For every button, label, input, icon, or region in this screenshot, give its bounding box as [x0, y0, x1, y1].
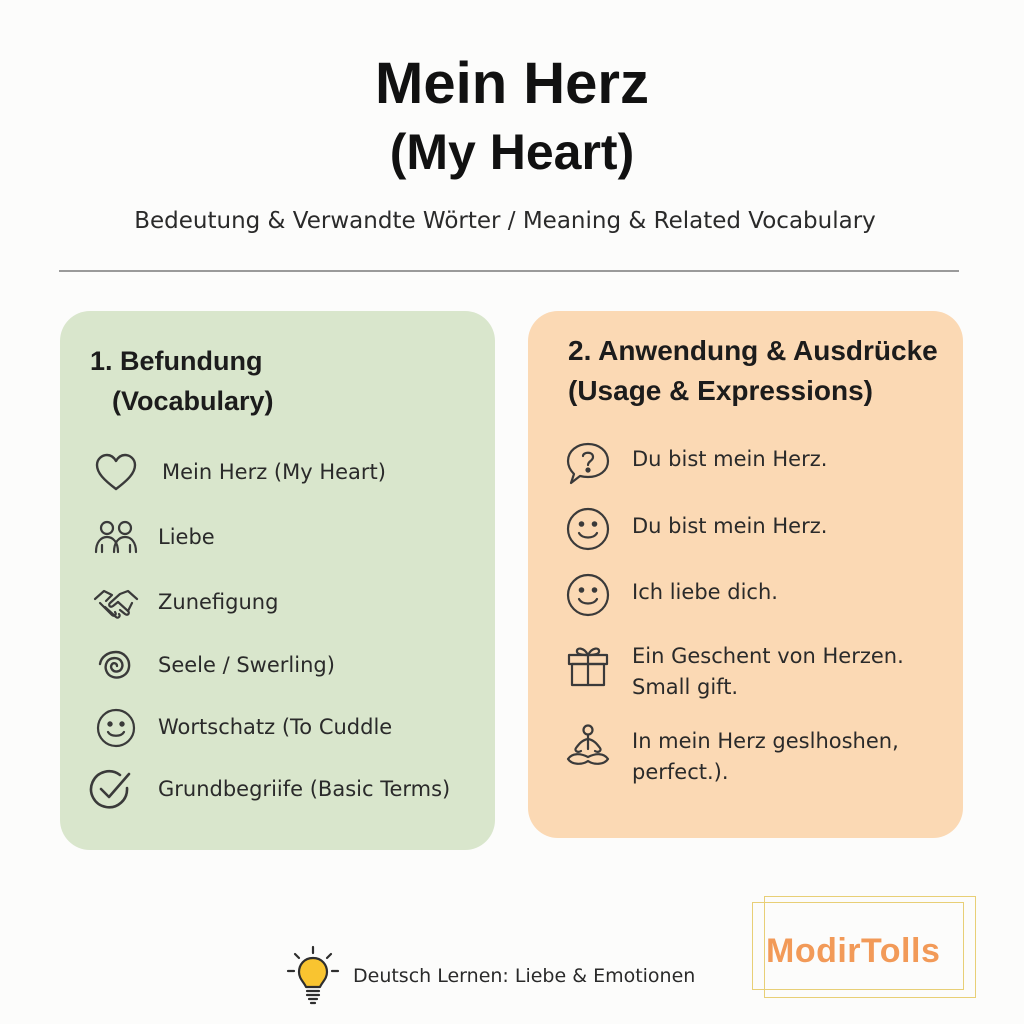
watermark — [752, 896, 975, 998]
usage-item — [564, 505, 827, 553]
spiral-icon — [92, 642, 140, 690]
vocab-item-label: Mein Herz (My Heart) — [162, 460, 386, 484]
page-title: Mein Herz — [375, 51, 649, 116]
usage-item-label-line1: Ein Geschent von Herzen. — [632, 644, 904, 668]
smiley-icon — [564, 571, 612, 619]
vocab-item-label: Grundbegriife (Basic Terms) — [158, 777, 451, 801]
question-bubble-icon — [564, 439, 612, 487]
smiley-icon — [92, 704, 140, 752]
usage-item-label: Du bist mein Herz. — [632, 514, 828, 538]
usage-item — [564, 571, 778, 619]
header-divider — [59, 270, 959, 272]
vocabulary-card — [60, 311, 495, 850]
smiley-icon — [564, 505, 612, 553]
gift-icon — [564, 641, 612, 689]
usage-item-label — [632, 641, 904, 703]
usage-item-label — [632, 726, 899, 788]
footer — [285, 944, 695, 1008]
usage-card — [528, 311, 963, 838]
meditation-icon — [564, 723, 612, 771]
heart-icon — [92, 449, 140, 497]
checkmark-icon — [87, 766, 135, 814]
usage-item — [564, 723, 899, 788]
vocab-item-handshake — [92, 579, 278, 627]
vocabulary-card-title-line1: 1. Befundung — [90, 346, 263, 376]
usage-card-title-line1: 2. Anwendung & Ausdrücke — [568, 335, 938, 366]
usage-item — [564, 641, 904, 703]
usage-item-label-line2: Small gift. — [632, 675, 739, 699]
vocab-item-checkmark — [87, 766, 450, 814]
page-title-translation: (My Heart) — [389, 124, 635, 180]
footer-text: Deutsch Lernen: Liebe & Emotionen — [353, 965, 696, 987]
watermark-text: ModirTolls — [766, 932, 941, 970]
vocabulary-card-title — [90, 341, 274, 421]
vocabulary-card-title-line2: (Vocabulary) — [112, 386, 274, 416]
usage-item — [564, 439, 827, 487]
usage-item-label: Du bist mein Herz. — [632, 447, 828, 471]
vocab-item-label: Zunefigung — [158, 590, 279, 614]
lightbulb-icon — [285, 944, 341, 1008]
page-subtitle: Bedeutung & Verwandte Wörter / Meaning & Related Vocabulary — [134, 208, 876, 234]
usage-card-title — [568, 331, 938, 411]
people-icon — [92, 514, 140, 562]
usage-item-label-line2: perfect.). — [632, 760, 729, 784]
vocab-item-label: Liebe — [158, 525, 215, 549]
vocab-item-heart — [92, 449, 386, 497]
vocab-item-people — [92, 514, 215, 562]
vocab-item-label: Seele / Swerling) — [158, 653, 335, 677]
vocab-item-label: Wortschatz (To Cuddle — [158, 715, 393, 739]
vocab-item-spiral — [92, 642, 335, 690]
usage-card-title-line2: (Usage & Expressions) — [568, 375, 873, 406]
usage-item-label: Ich liebe dich. — [632, 580, 778, 604]
handshake-icon — [92, 579, 140, 627]
vocab-item-smiley — [92, 704, 392, 752]
usage-item-label-line1: In mein Herz geslhoshen, — [632, 729, 899, 753]
